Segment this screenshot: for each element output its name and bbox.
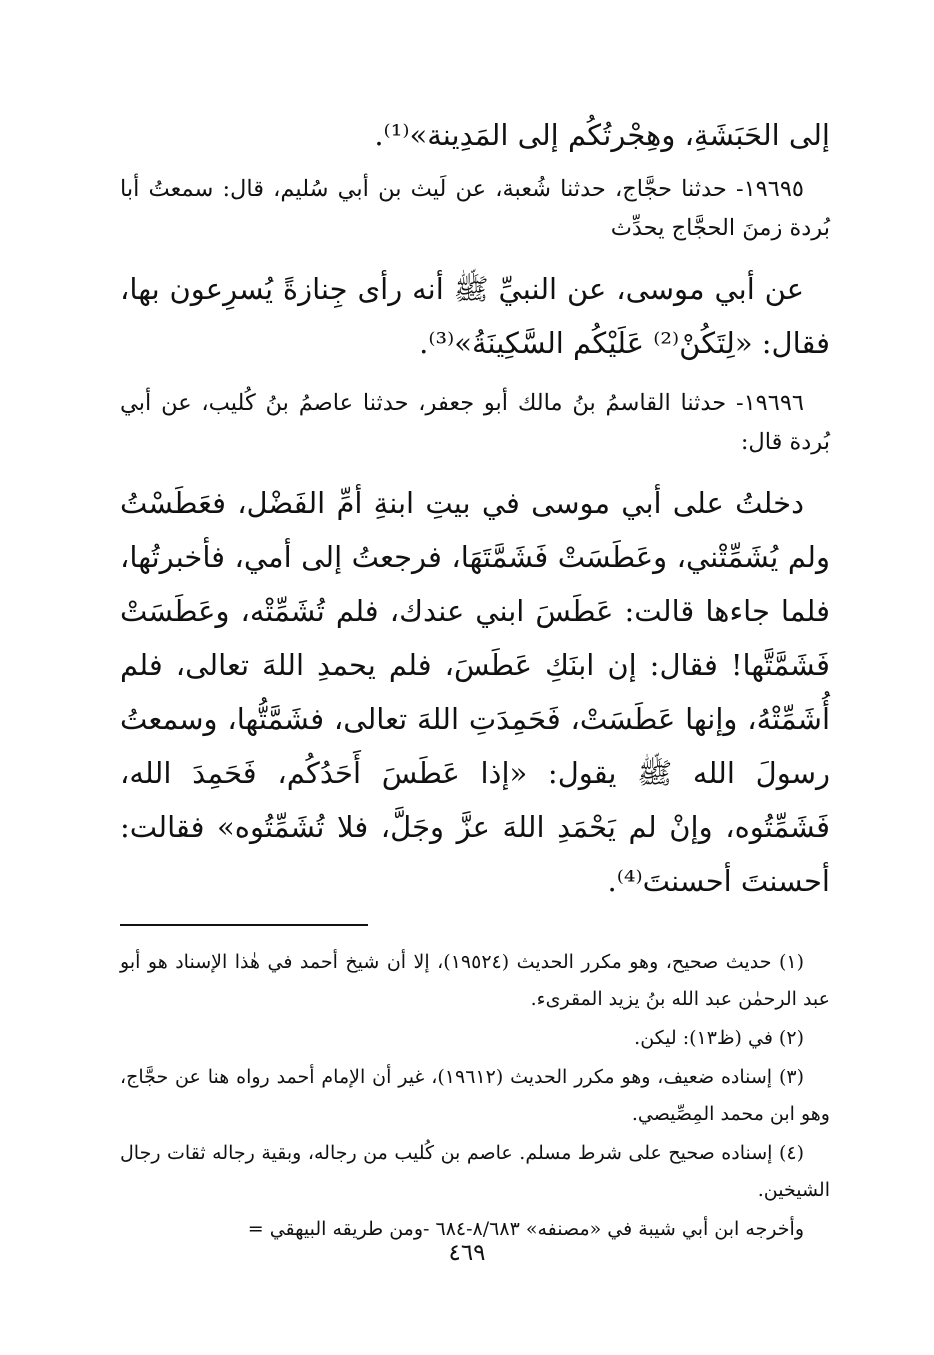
page-content — [120, 108, 830, 1250]
hadith-19696-matn: دخلتُ على أبي موسى في بيتِ ابنةِ أمِّ الفَضْل، فعَطَسْتُ ولم يُشَمِّتْني، وعَطَسَتْ فَشَمَّتَهَا، فرجعتُ إلى أمي، فأخبرتُها، فلما جاءها قالت: عَطَسَ ابني عندك، فلم تُشَمِّتْه، وعَطَسَتْ فَشَمَّتَّها! فقال: إن ابنَكِ عَطَسَ، فلم يحمدِ اللهَ تعالى، فلم أُشَمِّتْهُ، وإنها عَطَسَتْ، فَحَمِدَتِ اللهَ تعالى، فشَمَّتُّها، وسمعتُ رسولَ الله ﷺ يقول: «إذا عَطَسَ أَحَدُكُم، فَحَمِدَ الله، فَشَمِّتُوه، وإنْ لم يَحْمَدِ اللهَ عزَّ وجَلَّ، فلا تُشَمِّتُوه» فقالت: أحسنتَ أحسنتَ⁽⁴⁾. — [120, 486, 830, 898]
opening-line: إلى الحَبَشَةِ، وهِجْرتُكُم إلى المَدِينة»⁽¹⁾. — [374, 118, 830, 152]
footnote-separator — [120, 924, 368, 926]
footnote-4: (٤) إسناده صحيح على شرط مسلم. عاصم بن كُليب من رجاله، وبقية رجاله ثقات رجال الشيخين. — [120, 1142, 830, 1201]
hadith-19695-isnad: ١٩٦٩٥- حدثنا حجَّاج، حدثنا شُعبة، عن لَيث بن أبي سُليم، قال: سمعتُ أبا بُردة زمنَ الحجَّاج يحدِّث — [120, 176, 830, 241]
page-number: ٤٦٩ — [448, 1240, 486, 1266]
footnote-3: (٣) إسناده ضعيف، وهو مكرر الحديث (١٩٦١٢)، غير أن الإمام أحمد رواه هنا عن حجَّاج، وهو ابن محمد المِصِّيصي. — [120, 1066, 830, 1125]
footnote-1: (١) حديث صحيح، وهو مكرر الحديث (١٩٥٢٤)، إلا أن شيخ أحمد في هٰذا الإسناد هو أبو عبد الرحمٰن عبد الله بنُ يزيد المقرىء. — [120, 951, 830, 1010]
hadith-19695-matn: عن أبي موسى، عن النبيِّ ﷺ أنه رأى جِنازةً يُسرِعون بها، فقال: «لِتَكُنْ⁽²⁾ عَلَيْكُم السَّكِينَةُ»⁽³⁾. — [120, 272, 830, 360]
hadith-19696-isnad: ١٩٦٩٦- حدثنا القاسمُ بنُ مالك أبو جعفر، حدثنا عاصمُ بنُ كُليب، عن أبي بُردة قال: — [120, 390, 830, 455]
footnotes — [120, 944, 830, 1248]
footnote-2: (٢) في (ظ١٣): ليكن. — [634, 1027, 804, 1049]
footnote-4-continuation: وأخرجه ابن أبي شيبة في «مصنفه» ٨/٦٨٣-٦٨٤ -ومن طريقه البيهقي = — [247, 1218, 804, 1240]
